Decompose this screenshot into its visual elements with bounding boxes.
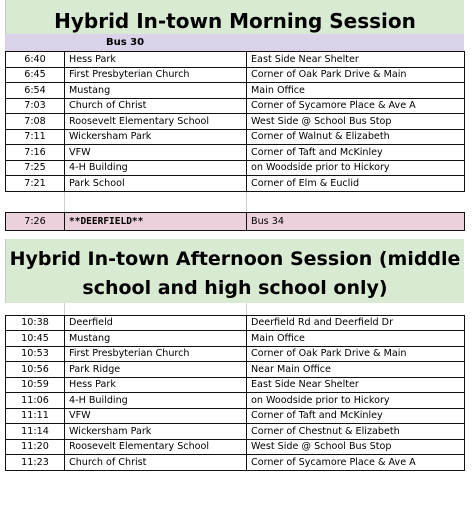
row-stop: First Presbyterian Church xyxy=(65,346,247,362)
row-stop: Church of Christ xyxy=(65,98,247,114)
row-time: 11:20 xyxy=(6,439,65,455)
row-location: Corner of Walnut & Elizabeth xyxy=(247,129,465,145)
row-location: Corner of Sycamore Place & Ave A xyxy=(247,455,465,471)
row-time: 11:14 xyxy=(6,424,65,440)
row-stop: VFW xyxy=(65,408,247,424)
schedule-sheet xyxy=(5,0,464,471)
row-time: 11:23 xyxy=(6,455,65,471)
schedule-row xyxy=(6,98,465,114)
row-time: 6:40 xyxy=(6,52,65,68)
row-time: 10:53 xyxy=(6,346,65,362)
row-time: 11:06 xyxy=(6,393,65,409)
row-location: West Side @ School Bus Stop xyxy=(247,439,465,455)
afternoon-title-line-2: school and high school only) xyxy=(82,276,388,299)
blank-row-gap-2 xyxy=(5,303,464,315)
schedule-row xyxy=(6,315,465,331)
deerfield-row-table xyxy=(5,212,465,231)
row-time: 10:38 xyxy=(6,315,65,331)
schedule-row xyxy=(6,455,465,471)
deerfield-time: 7:26 xyxy=(6,212,65,230)
row-stop: First Presbyterian Church xyxy=(65,67,247,83)
schedule-row xyxy=(6,393,465,409)
row-stop: Mustang xyxy=(65,331,247,347)
schedule-row xyxy=(6,362,465,378)
schedule-row xyxy=(6,346,465,362)
row-stop: Wickersham Park xyxy=(65,424,247,440)
row-time: 10:56 xyxy=(6,362,65,378)
afternoon-title-line-1: Hybrid In-town Afternoon Session (middle xyxy=(9,247,461,270)
blank-row-gap xyxy=(5,192,464,212)
row-stop: Roosevelt Elementary School xyxy=(65,114,247,130)
row-location: Corner of Taft and McKinley xyxy=(247,408,465,424)
schedule-row xyxy=(6,408,465,424)
row-location: Corner of Oak Park Drive & Main xyxy=(247,67,465,83)
row-location: East Side Near Shelter xyxy=(247,52,465,68)
row-location: Corner of Taft and McKinley xyxy=(247,145,465,161)
row-time: 10:45 xyxy=(6,331,65,347)
row-time: 10:59 xyxy=(6,377,65,393)
row-time: 7:25 xyxy=(6,160,65,176)
deerfield-stop: **DEERFIELD** xyxy=(65,212,247,230)
schedule-row xyxy=(6,114,465,130)
schedule-row xyxy=(6,160,465,176)
row-stop: Wickersham Park xyxy=(65,129,247,145)
row-stop: Hess Park xyxy=(65,377,247,393)
schedule-row xyxy=(6,52,465,68)
row-stop: Roosevelt Elementary School xyxy=(65,439,247,455)
bus-label-bar xyxy=(5,34,464,51)
schedule-row xyxy=(6,145,465,161)
row-stop: Park Ridge xyxy=(65,362,247,378)
schedule-row xyxy=(6,67,465,83)
row-time: 7:08 xyxy=(6,114,65,130)
afternoon-schedule-table xyxy=(5,315,465,471)
row-time: 11:11 xyxy=(6,408,65,424)
schedule-row xyxy=(6,83,465,99)
deerfield-bus-note: Bus 34 xyxy=(247,212,465,230)
bus-label: Bus 30 xyxy=(106,37,145,48)
row-location: Deerfield Rd and Deerfield Dr xyxy=(247,315,465,331)
row-stop: Deerfield xyxy=(65,315,247,331)
row-location: Main Office xyxy=(247,83,465,99)
row-stop: Hess Park xyxy=(65,52,247,68)
row-location: Corner of Elm & Euclid xyxy=(247,176,465,192)
row-location: Corner of Oak Park Drive & Main xyxy=(247,346,465,362)
row-stop: 4-H Building xyxy=(65,393,247,409)
deerfield-row xyxy=(6,212,465,230)
row-stop: VFW xyxy=(65,145,247,161)
row-stop: Church of Christ xyxy=(65,455,247,471)
row-location: on Woodside prior to Hickory xyxy=(247,393,465,409)
row-stop: Park School xyxy=(65,176,247,192)
afternoon-session-title xyxy=(5,239,464,303)
row-location: East Side Near Shelter xyxy=(247,377,465,393)
row-location: Near Main Office xyxy=(247,362,465,378)
row-location: Main Office xyxy=(247,331,465,347)
row-location: West Side @ School Bus Stop xyxy=(247,114,465,130)
row-location: Corner of Chestnut & Elizabeth xyxy=(247,424,465,440)
morning-schedule-table xyxy=(5,51,465,192)
schedule-row xyxy=(6,129,465,145)
row-stop: Mustang xyxy=(65,83,247,99)
row-time: 6:45 xyxy=(6,67,65,83)
row-time: 7:11 xyxy=(6,129,65,145)
schedule-row xyxy=(6,377,465,393)
schedule-row xyxy=(6,424,465,440)
schedule-row xyxy=(6,439,465,455)
schedule-row xyxy=(6,331,465,347)
row-location: Corner of Sycamore Place & Ave A xyxy=(247,98,465,114)
morning-session-title: Hybrid In-town Morning Session xyxy=(5,0,464,34)
row-location: on Woodside prior to Hickory xyxy=(247,160,465,176)
row-stop: 4-H Building xyxy=(65,160,247,176)
row-time: 6:54 xyxy=(6,83,65,99)
row-time: 7:21 xyxy=(6,176,65,192)
row-time: 7:03 xyxy=(6,98,65,114)
schedule-row xyxy=(6,176,465,192)
row-time: 7:16 xyxy=(6,145,65,161)
